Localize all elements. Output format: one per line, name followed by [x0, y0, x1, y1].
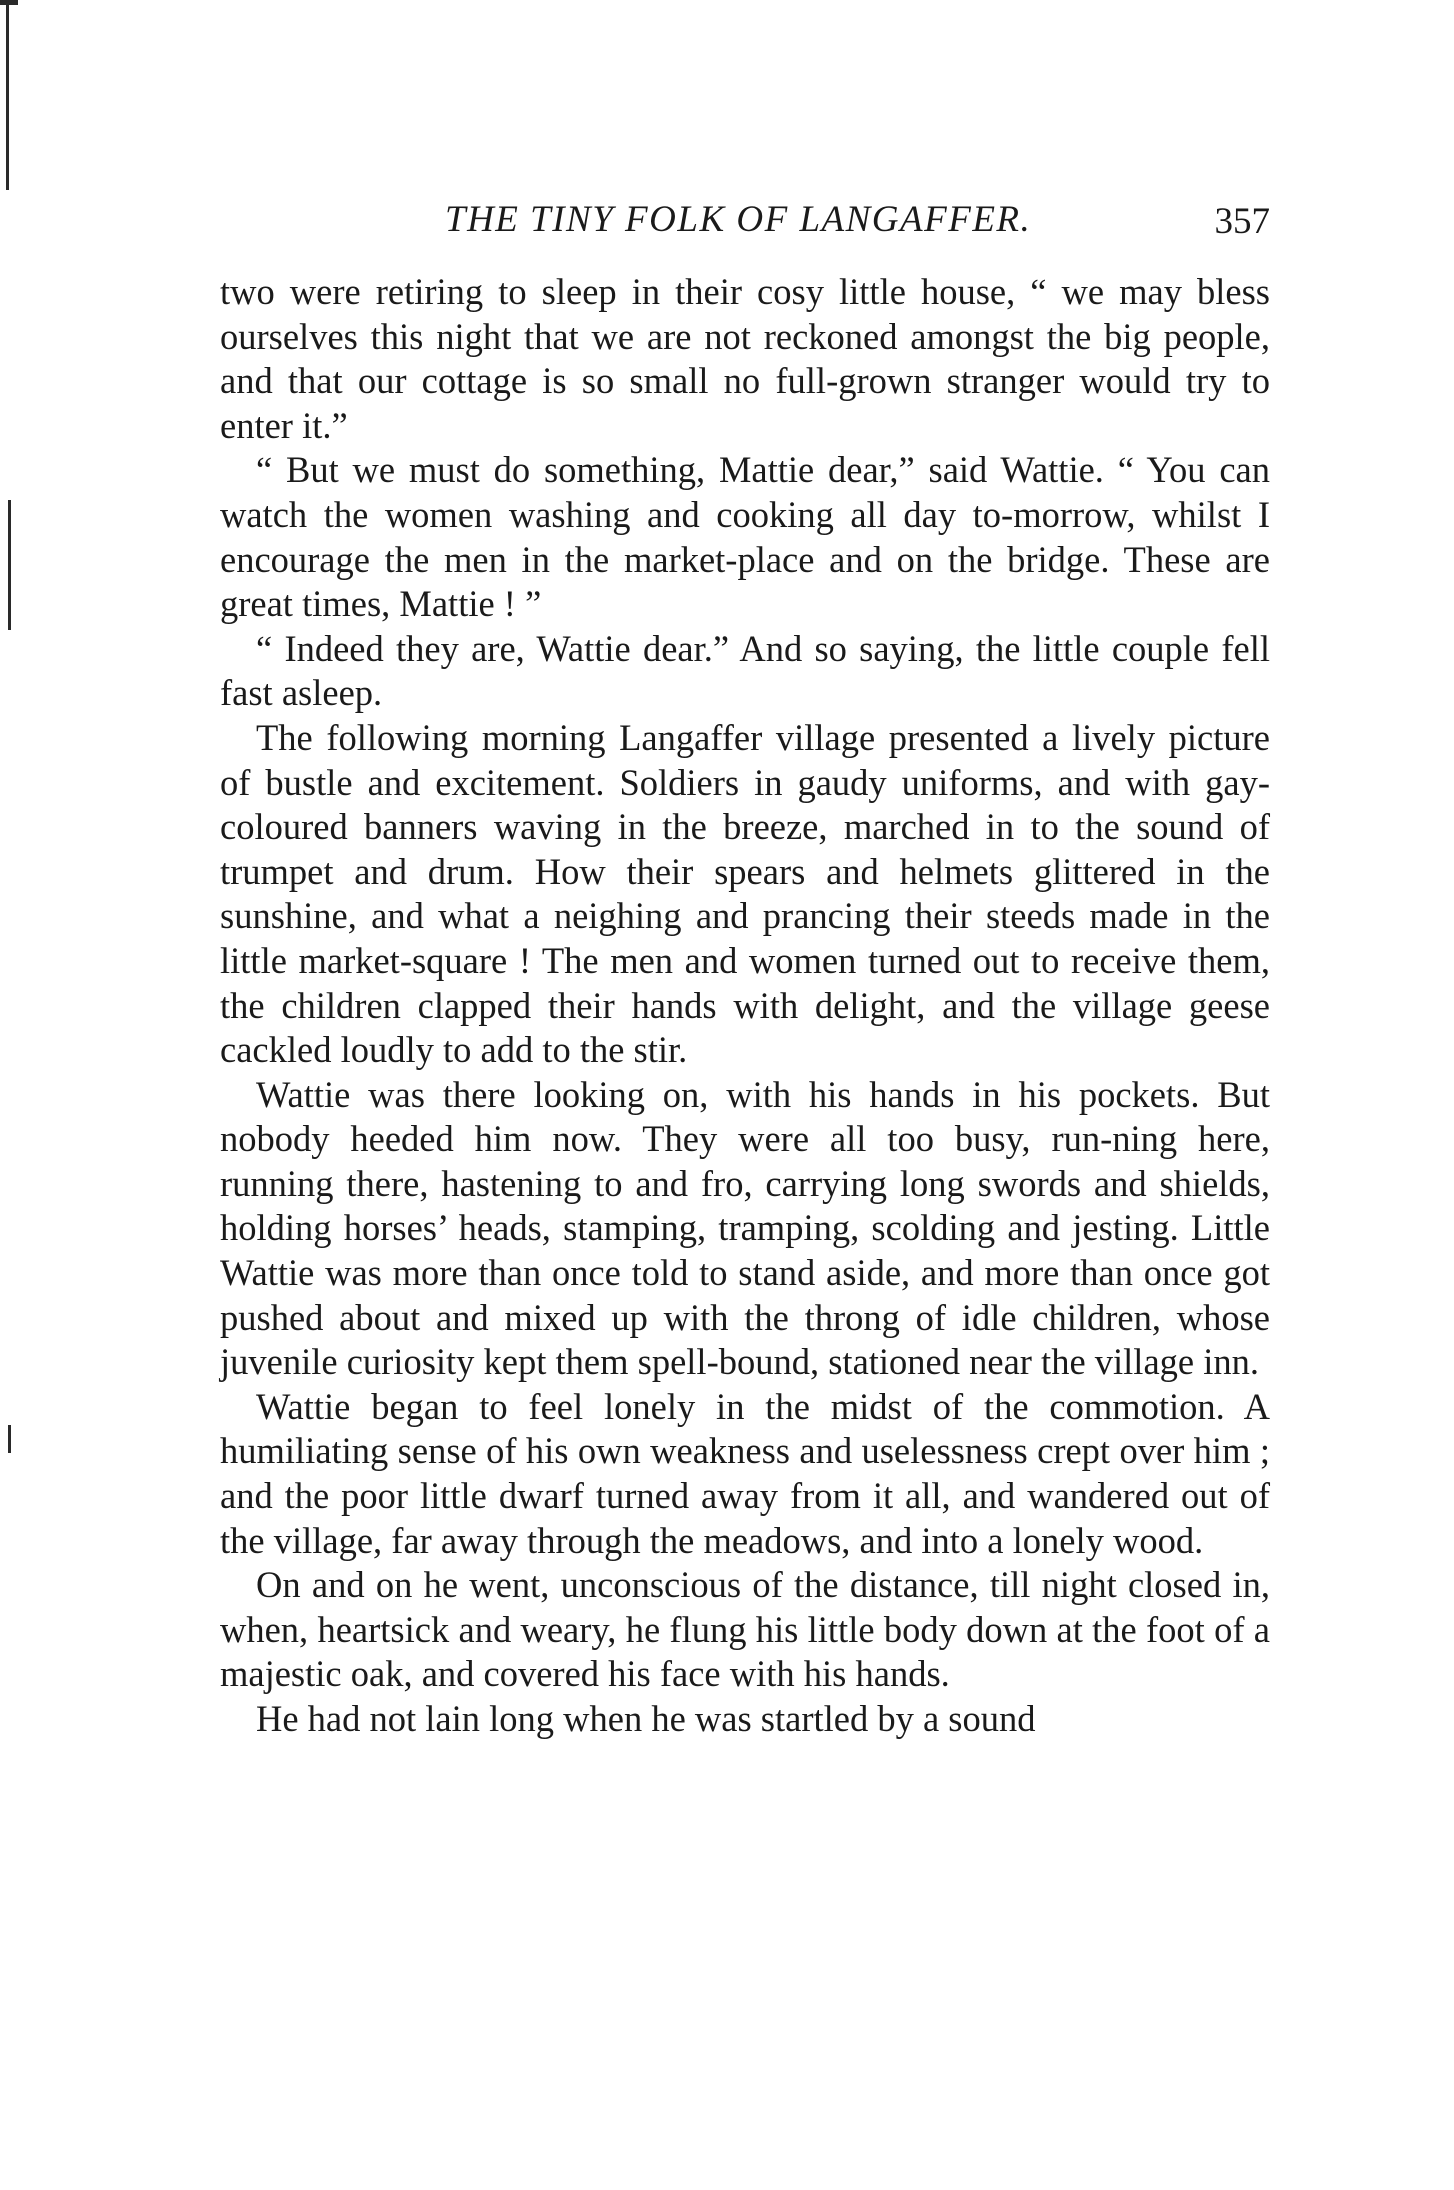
paragraph: two were retiring to sleep in their cosy little house, “ we may bless ourselves this night that we are not reckoned amongst the big people, and that our cottage is so small no full-grown stranger would try to enter it.” [220, 271, 1270, 446]
paragraph: He had not lain long when he was startled by a sound [256, 1698, 1036, 1739]
scan-edge-mark [8, 1425, 11, 1453]
body-text [220, 270, 1270, 1742]
scan-edge-mark [8, 500, 11, 630]
paragraph: On and on he went, unconscious of the distance, till night closed in, when, heartsick and weary, he flung his little body down at the foot of a majestic oak, and covered his face with his hands. [220, 1564, 1270, 1695]
paragraph: Wattie was there looking on, with his hands in his pockets. But nobody heeded him now. They were all too busy, run-ning here, running there, hastening to and fro, carrying long swords and shields, holding horses’ heads, stamping, tramping, scolding and jesting. Little Wattie was more than once told to stand aside, and more than once got pushed about and mixed up with the throng of idle children, whose juvenile curiosity kept them spell-bound, stationed near the village inn. [220, 1073, 1270, 1383]
running-head: THE TINY FOLK OF LANGAFFER. [445, 199, 1032, 240]
paragraph: “ But we must do something, Mattie dear,” said Wattie. “ You can watch the women washing and cooking all day to-morrow, whilst I encourage the men in the market-place and on the bridge. These are great times, Mattie ! ” [220, 449, 1270, 625]
paragraph: “ Indeed they are, Wattie dear.” And so saying, the little couple fell fast asleep. [220, 627, 1270, 714]
page-number: 357 [1214, 201, 1270, 242]
scan-edge-mark [0, 0, 18, 5]
paragraph: The following morning Langaffer village presented a lively picture of bustle and excitement. Soldiers in gaudy uniforms, and with gay-coloured banners waving in the breeze, marched in to the sound of trumpet and drum. How their spears and helmets glittered in the sunshine, and what a neighing and prancing their steeds made in the little market-square ! The men and women turned out to receive them, the children clapped their hands with delight, and the village geese cackled loudly to add to the stir. [220, 716, 1270, 1071]
page-header [220, 190, 1270, 250]
scan-edge-mark [6, 0, 9, 190]
paragraph: Wattie began to feel lonely in the midst of the commotion. A humiliating sense of his own weakness and uselessness crept over him ; and the poor little dwarf turned away from it all, and wandered out of the village, far away through the meadows, and into a lonely wood. [220, 1385, 1270, 1561]
